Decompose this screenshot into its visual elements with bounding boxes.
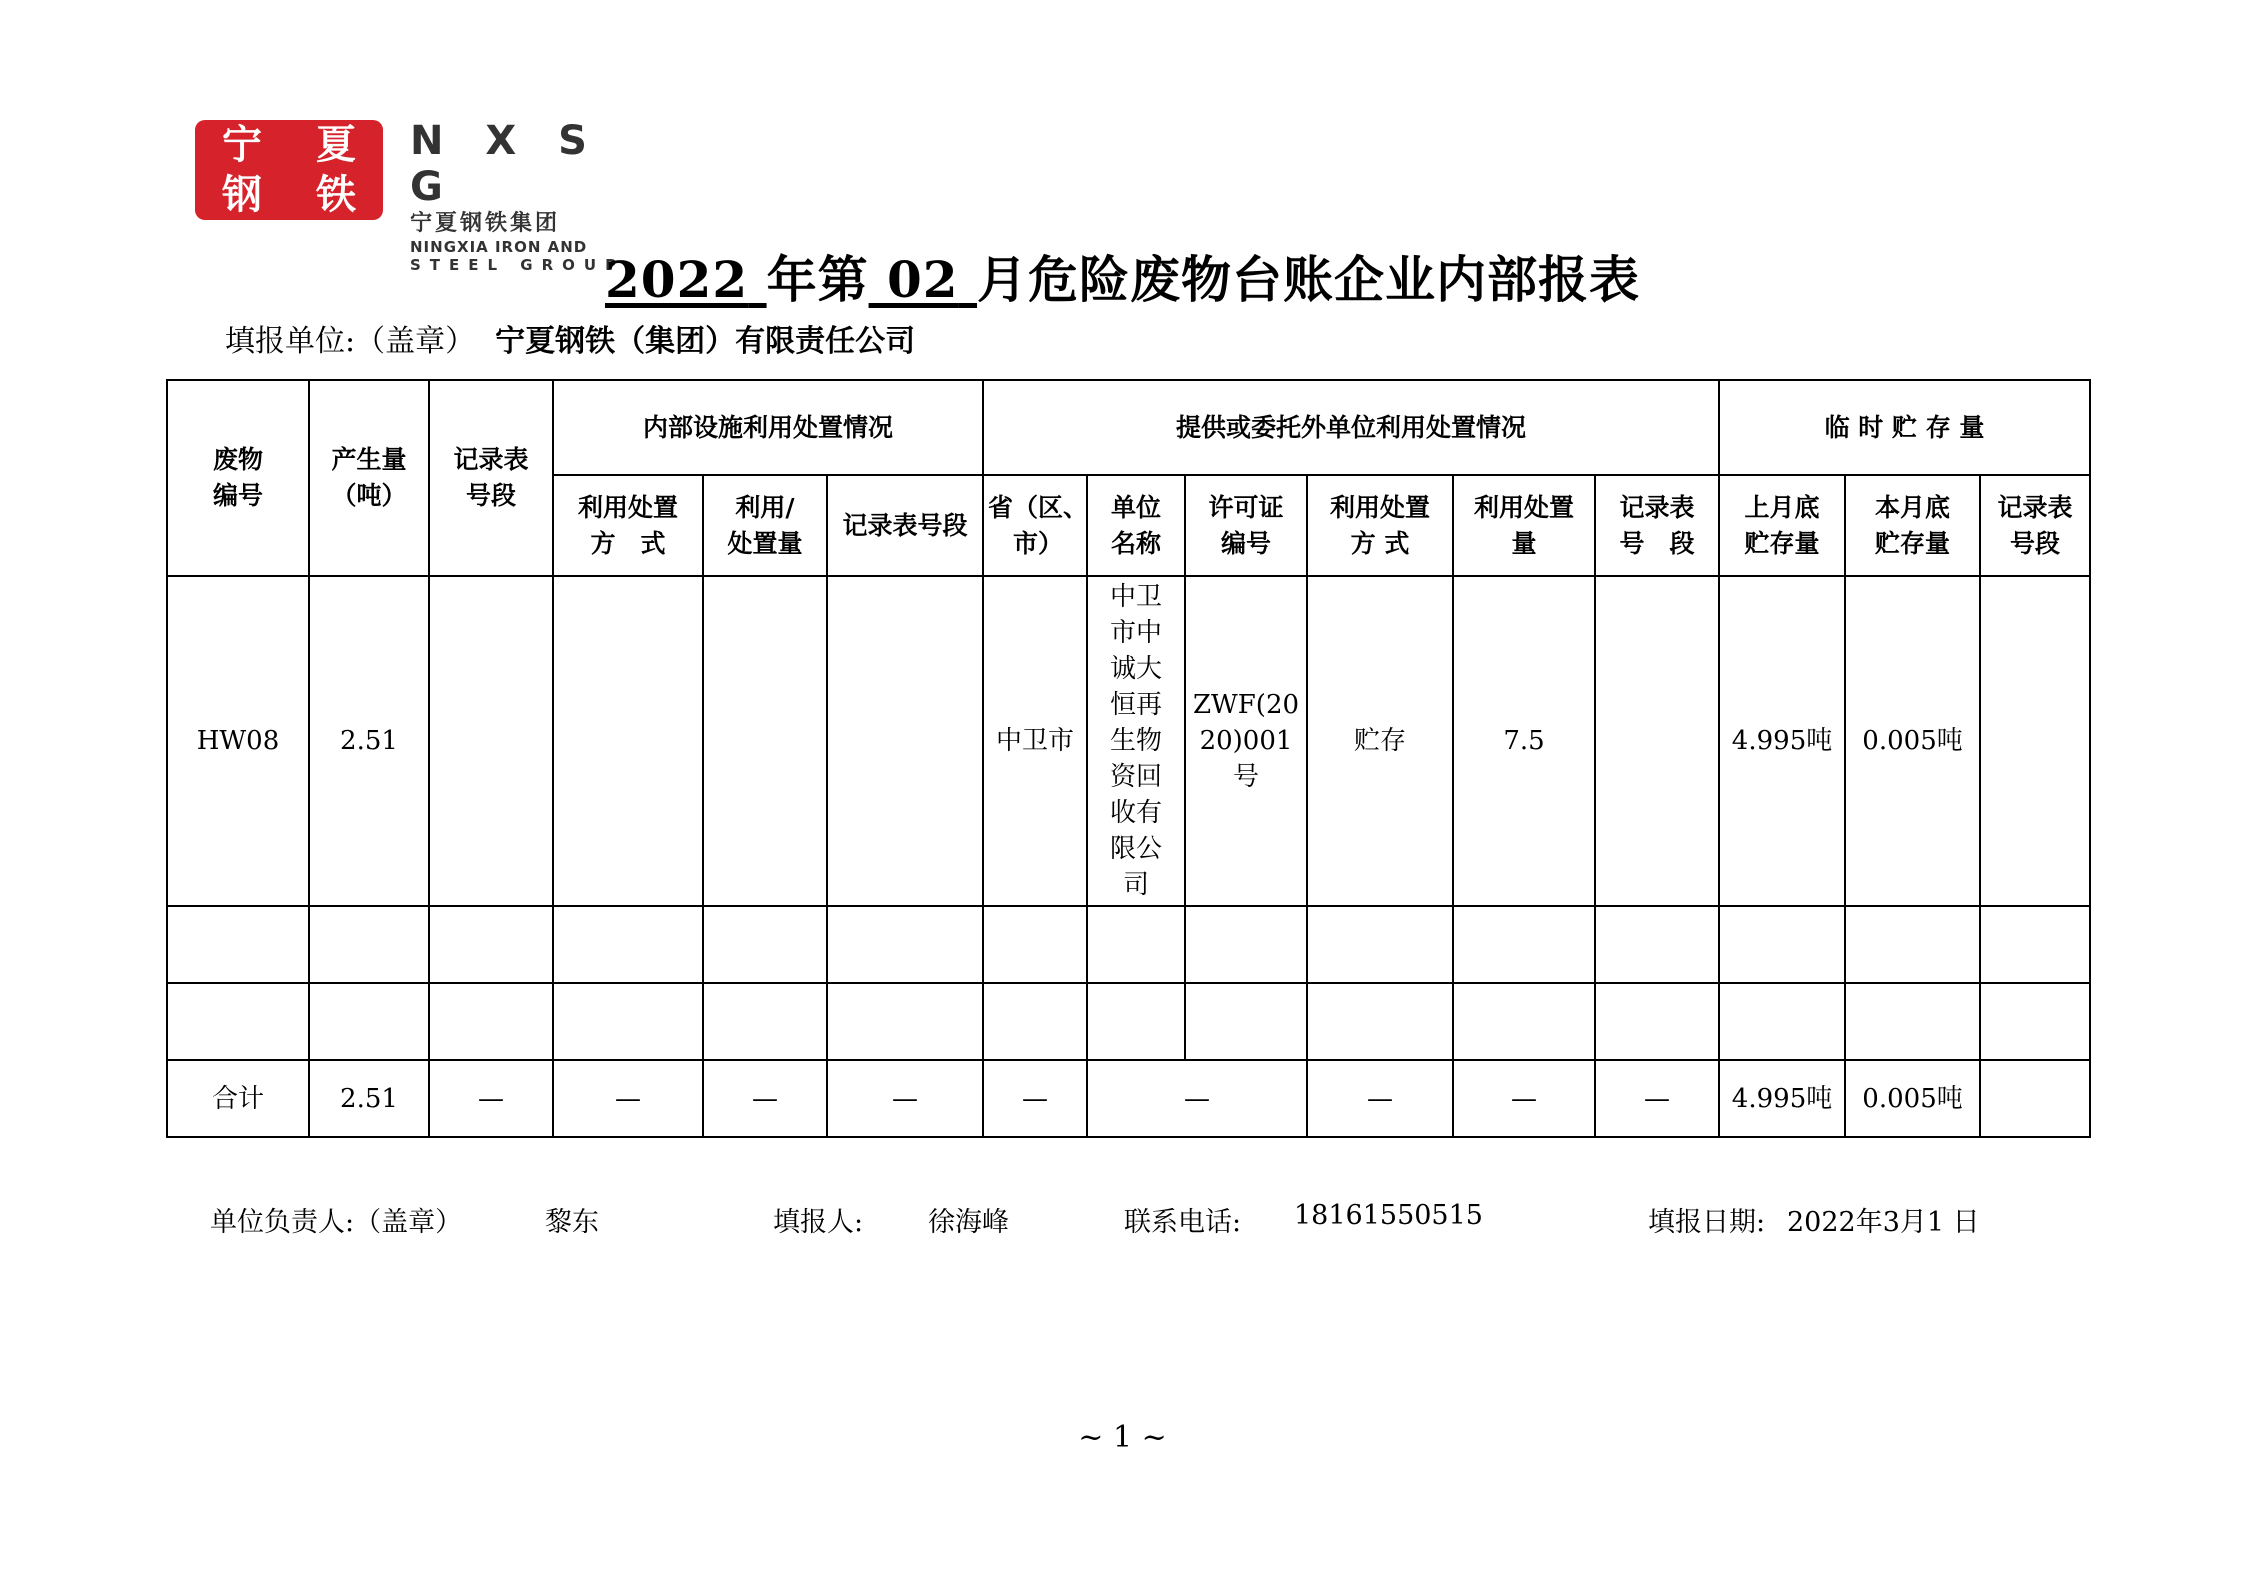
- total-row: [167, 1060, 2090, 1137]
- total-dash: —: [429, 1060, 553, 1137]
- filler-label: 填报人:: [773, 1207, 864, 1238]
- page-number: ~ 1 ~: [1078, 1420, 1167, 1455]
- unit-label: 填报单位:（盖章）: [225, 324, 476, 359]
- cell-permit: ZWF(2020)001号: [1185, 576, 1307, 906]
- total-dash: —: [1595, 1060, 1719, 1137]
- logo-seal-char: 钢: [222, 172, 262, 218]
- head-name: 黎东: [545, 1207, 599, 1238]
- total-dash: —: [553, 1060, 703, 1137]
- logo-seal: [195, 120, 383, 220]
- cell-this-month: 0.005吨: [1845, 576, 1980, 906]
- hdr-last-month: 上月底贮存量: [1719, 475, 1845, 576]
- hdr-this-month: 本月底贮存量: [1845, 475, 1980, 576]
- phone-label: 联系电话:: [1124, 1207, 1242, 1238]
- total-dash: —: [703, 1060, 827, 1137]
- cell-internal-record: [827, 576, 983, 906]
- cell-ext-qty: 7.5: [1453, 576, 1595, 906]
- cell-ext-record: [1595, 576, 1719, 906]
- table-row: [167, 576, 2090, 906]
- title-year: 2022: [604, 250, 749, 309]
- title-suffix: 月危险废物台账企业内部报表: [977, 250, 1641, 309]
- cell-storage-record: [1980, 576, 2090, 906]
- logo-en-line1: NINGXIA IRON AND: [410, 238, 588, 256]
- logo-cn-name: 宁夏钢铁集团: [410, 211, 561, 236]
- hdr-province: 省（区、市）: [983, 475, 1087, 576]
- table-row-empty: [167, 983, 2090, 1060]
- title-month: 02: [887, 250, 959, 309]
- cell-code: HW08: [167, 576, 309, 906]
- hdr-internal-group: 内部设施利用处置情况: [553, 380, 983, 475]
- hdr-record: 记录表号段: [429, 380, 553, 576]
- phone-number: 18161550515: [1294, 1200, 1483, 1231]
- total-label: 合计: [167, 1060, 309, 1137]
- hdr-internal-record: 记录表号段: [827, 475, 983, 576]
- waste-ledger-table: [166, 379, 2091, 1138]
- cell-record: [429, 576, 553, 906]
- hdr-ext-record: 记录表号 段: [1595, 475, 1719, 576]
- logo-abbr: N X S G: [410, 118, 601, 210]
- company-logo: [195, 118, 645, 274]
- total-storage-record: [1980, 1060, 2090, 1137]
- total-dash: —: [983, 1060, 1087, 1137]
- report-title: [0, 240, 2245, 312]
- filler-name: 徐海峰: [928, 1207, 1009, 1238]
- reporting-unit: [225, 316, 915, 360]
- logo-seal-char: 宁: [222, 122, 262, 168]
- date-label: 填报日期:: [1648, 1207, 1766, 1238]
- cell-province: 中卫市: [983, 576, 1087, 906]
- total-amount: 2.51: [309, 1060, 429, 1137]
- cell-internal-qty: [703, 576, 827, 906]
- unit-name: 宁夏钢铁（集团）有限责任公司: [495, 324, 916, 359]
- hdr-ext-qty: 利用处置量: [1453, 475, 1595, 576]
- table-row-empty: [167, 906, 2090, 983]
- hdr-external-group: 提供或委托外单位利用处置情况: [983, 380, 1719, 475]
- logo-seal-char: 铁: [316, 172, 356, 218]
- hdr-amount: 产生量（吨）: [309, 380, 429, 576]
- cell-ext-unit: 中卫市中诚大恒再生物资回收有限公司: [1087, 576, 1185, 906]
- cell-internal-method: [553, 576, 703, 906]
- hdr-internal-method: 利用处置 方 式: [553, 475, 703, 576]
- logo-en-line2: STEEL GROUP: [410, 256, 626, 274]
- hdr-internal-qty: 利用/处置量: [703, 475, 827, 576]
- total-last-month: 4.995吨: [1719, 1060, 1845, 1137]
- total-dash: —: [1307, 1060, 1453, 1137]
- head-label: 单位负责人:（盖章）: [210, 1207, 463, 1238]
- total-dash: —: [1087, 1060, 1307, 1137]
- title-mid: 年第: [766, 250, 869, 309]
- hdr-waste-code: 废物编号: [167, 380, 309, 576]
- hdr-permit: 许可证编号: [1185, 475, 1307, 576]
- hdr-storage-group: 临 时 贮 存 量: [1719, 380, 2090, 475]
- total-this-month: 0.005吨: [1845, 1060, 1980, 1137]
- cell-amount: 2.51: [309, 576, 429, 906]
- total-dash: —: [827, 1060, 983, 1137]
- total-dash: —: [1453, 1060, 1595, 1137]
- hdr-ext-unit: 单位名称: [1087, 475, 1185, 576]
- report-date: 2022年3月1 日: [1787, 1207, 1980, 1238]
- cell-ext-method: 贮存: [1307, 576, 1453, 906]
- header-row-1: [167, 380, 2090, 475]
- hdr-storage-record: 记录表号段: [1980, 475, 2090, 576]
- logo-seal-char: 夏: [316, 122, 356, 168]
- hdr-ext-method: 利用处置 方 式: [1307, 475, 1453, 576]
- cell-last-month: 4.995吨: [1719, 576, 1845, 906]
